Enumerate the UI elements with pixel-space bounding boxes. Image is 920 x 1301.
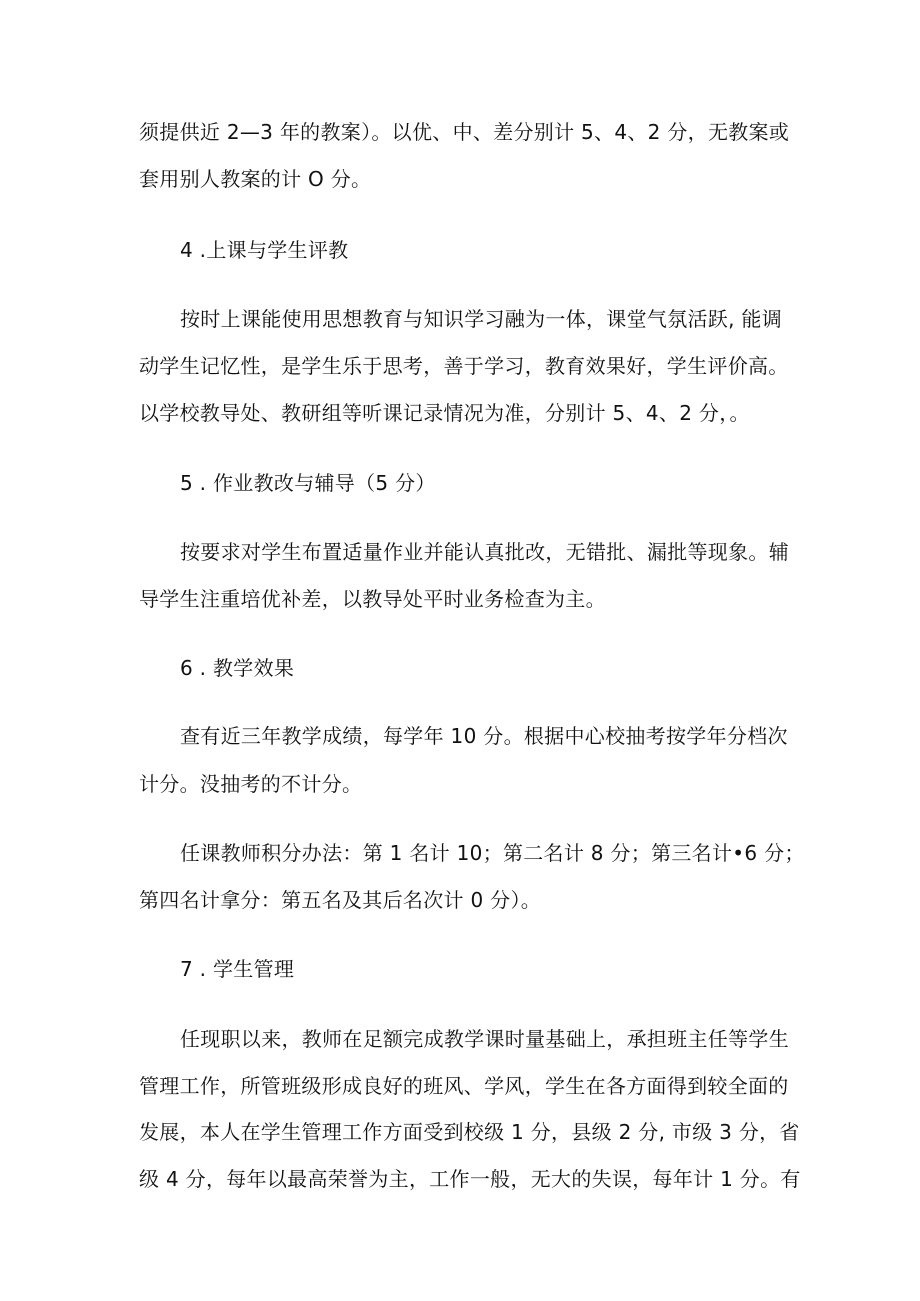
paragraph-line: 级 4 分，每年以最高荣誉为主，工作一般，无大的失误，每年计 1 分。有 xyxy=(139,1167,801,1191)
paragraph-line: 任课教师积分办法：第 1 名计 10；第二名计 8 分；第三名计•6 分； xyxy=(180,841,805,865)
section-heading: 7 . 学生管理 xyxy=(180,957,295,981)
paragraph-line: 动学生记忆性，是学生乐于思考，善于学习，教育效果好，学生评价高。 xyxy=(139,354,789,378)
paragraph-line: 套用别人教案的计 O 分。 xyxy=(139,167,372,191)
paragraph-line: 导学生注重培优补差，以教导处平时业务检查为主。 xyxy=(139,587,606,611)
paragraph-line: 管理工作，所管班级形成良好的班风、学风，学生在各方面得到较全面的 xyxy=(139,1074,789,1098)
paragraph-line: 查有近三年教学成绩，每学年 10 分。根据中心校抽考按学年分档次 xyxy=(180,724,788,748)
paragraph-line: 按时上课能使用思想教育与知识学习融为一体，课堂气氛活跃, 能调 xyxy=(180,307,783,331)
paragraph-line: 任现职以来，教师在足额完成教学课时量基础上，承担班主任等学生 xyxy=(180,1027,789,1051)
paragraph-line: 按要求对学生布置适量作业并能认真批改，无错批、漏批等现象。辅 xyxy=(180,540,789,564)
section-heading: 4 .上课与学生评教 xyxy=(180,238,349,262)
section-heading: 5 . 作业教改与辅导（5 分） xyxy=(180,471,436,495)
paragraph-line: 以学校教导处、教研组等听课记录情况为准，分别计 5、4、2 分，。 xyxy=(139,401,750,425)
paragraph-line: 须提供近 2—3 年的教案）。以优、中、差分别计 5、4、2 分，无教案或 xyxy=(139,120,790,144)
paragraph-line: 计分。没抽考的不计分。 xyxy=(139,772,363,796)
section-heading: 6 . 教学效果 xyxy=(180,656,295,680)
paragraph-line: 第四名计拿分：第五名及其后名次计 0 分）。 xyxy=(139,888,542,912)
paragraph-line: 发展，本人在学生管理工作方面受到校级 1 分，县级 2 分, 市级 3 分，省 xyxy=(139,1120,800,1144)
